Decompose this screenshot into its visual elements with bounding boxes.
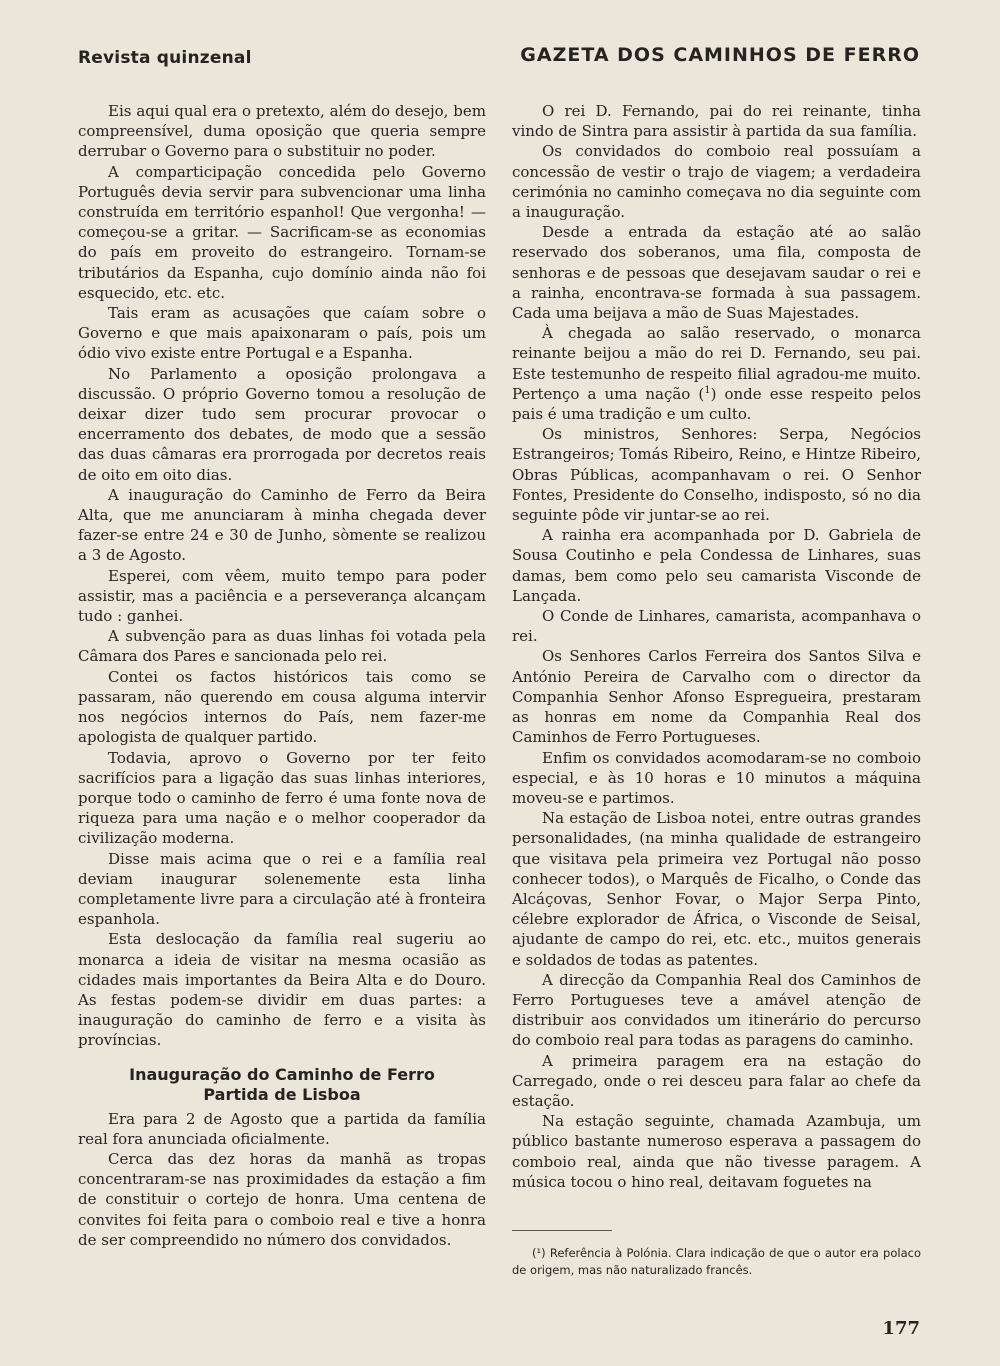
header-left: Revista quinzenal (78, 48, 252, 68)
paragraph: Tais eram as acusações que caíam sobre o Governo e que mais apaixonaram o país, pois um ódio vivo existe entre Portugal e a Espanha. (78, 304, 486, 363)
paragraph: Os convidados do comboio real possuíam a concessão de vestir o trajo de viagem; a verdadeira cerimónia no caminho começava no dia seguinte com a inauguração. (512, 142, 921, 222)
paragraph: Esperei, com vêem, muito tempo para poder assistir, mas a paciência e a perseverança alcançam tudo : ganhei. (78, 566, 486, 626)
header-right: GAZETA DOS CAMINHOS DE FERRO (520, 44, 920, 66)
paragraph: Esta deslocação da família real sugeriu ao monarca a ideia de visitar na mesma ocasião as cidades mais importantes da Beira Alta e do Douro. As festas podem-se dividir em duas partes: a inauguração do caminho de ferro e a visita às províncias. (78, 930, 486, 1050)
paragraph: A comparticipação concedida pelo Governo Português devia servir para subvencionar uma linha construída em território espanhol! Que vergonha! — começou-se a gritar. — Sacrificam-se as economias do país em proveito do estrangeiro. Tornam-se tributários da Espanha, cujo domínio ainda não foi esquecido, etc. etc. (78, 162, 486, 302)
paragraph-text: À chegada ao salão reservado, o monarca reinante beijou a mão do rei D. Fernando, seu pai. Este testemunho de respeito filial agradou-me muito. Pertenço a uma nação ( (512, 324, 921, 403)
paragraph: Na estação de Lisboa notei, entre outras grandes personalidades, (na minha qualidade de estrangeiro que visitava pela primeira vez Portugal não posso conhecer todos), o Marquês de Ficalho, o Conde das Alcáçovas, Senhor Fovar, o Major Serpa Pinto, célebre explorador de África, o Visconde de Seisal, ajudante de campo do rei, etc. etc., muitos generais e soldados de todas as patentes. (512, 809, 921, 969)
paragraph (512, 323, 921, 424)
paragraph: A subvenção para as duas linhas foi votada pela Câmara dos Pares e sancionada pelo rei. (78, 627, 486, 666)
subheading-line-2: Partida de Lisboa (203, 1084, 361, 1104)
subheading-line-1: Inauguração do Caminho de Ferro (129, 1064, 435, 1084)
paragraph: Os Senhores Carlos Ferreira dos Santos Silva e António Pereira de Carvalho com o director da Companhia Senhor Afonso Espregueira, prestaram as honras em nome da Companhia Real dos Caminhos de Ferro Portugueses. (512, 647, 921, 747)
section-subheading (78, 1065, 486, 1105)
paragraph: Desde a entrada da estação até ao salão reservado dos soberanos, uma fila, composta de senhoras e de pessoas que desejavam saudar o rei e a rainha, encontrava-se formada à sua passagem. Cada uma beijava a mão de Suas Majestades. (512, 223, 921, 323)
paragraph: No Parlamento a oposição prolongava a discussão. O próprio Governo tomou a resolução de deixar dizer tudo sem procurar provocar o encerramento dos debates, de modo que a sessão das duas câmaras era prorrogada por decretos reais de oito em oito dias. (78, 364, 486, 484)
footnote-mark: (¹) (532, 1246, 546, 1260)
paragraph: Cerca das dez horas da manhã as tropas concentraram-se nas proximidades da estação a fim de constituir o cortejo de honra. Uma centena de convites foi feita para o comboio real e tive a honra de ser compreendido no número dos convidados. (78, 1149, 486, 1249)
footnote-text: Referência à Polónia. Clara indicação de que o autor era polaco de origem, mas não naturalizado francês. (512, 1246, 921, 1277)
paragraph-text: ) onde esse respeito pelos pais é uma tradição e um culto. (512, 384, 921, 424)
paragraph: Os ministros, Senhores: Serpa, Negócios Estrangeiros; Tomás Ribeiro, Reino, e Hintze Ribeiro, Obras Públicas, acompanhavam o rei. O Senhor Fontes, Presidente do Conselho, indisposto, só no dia seguinte pôde vir juntar-se ao rei. (512, 425, 921, 525)
paragraph: Todavia, aprovo o Governo por ter feito sacrifícios para a ligação das suas linhas interiores, porque todo o caminho de ferro é uma fonte nova de riqueza para uma nação e o melhor cooperador da civilização moderna. (78, 748, 486, 848)
paragraph: O Conde de Linhares, camarista, acompanhava o rei. (512, 607, 921, 646)
paragraph: Enfim os convidados acomodaram-se no comboio especial, e às 10 horas e 10 minutos a máquina moveu-se e partimos. (512, 748, 921, 807)
left-column (78, 101, 486, 1250)
running-header (78, 42, 920, 72)
paragraph: Contei os factos históricos tais como se passaram, não querendo em cousa alguma intervir nos negócios internos do País, nem fazer-me apologista de qualquer partido. (78, 667, 486, 747)
paragraph: Eis aqui qual era o pretexto, além do desejo, bem compreensível, duma oposição que queria sempre derrubar o Governo para o substituir no poder. (78, 102, 486, 161)
footnote-divider (512, 1230, 612, 1231)
paragraph: Era para 2 de Agosto que a partida da família real fora anunciada oficialmente. (78, 1109, 486, 1148)
paragraph: A primeira paragem era na estação do Carregado, onde o rei desceu para falar ao chefe da estação. (512, 1051, 921, 1110)
footnote-reference: 1 (704, 384, 711, 396)
paragraph: O rei D. Fernando, pai do rei reinante, tinha vindo de Sintra para assistir à partida da sua família. (512, 102, 921, 141)
paragraph: A direcção da Companhia Real dos Caminhos de Ferro Portugueses teve a amável atenção de distribuir aos convidados um itinerário do percurso do comboio real para todas as paragens do caminho. (512, 970, 921, 1050)
right-column (512, 101, 921, 1192)
footnote (512, 1245, 921, 1279)
paragraph: A rainha era acompanhada por D. Gabriela de Sousa Coutinho e pela Condessa de Linhares, suas damas, bem como pelo seu camarista Visconde de Lançada. (512, 526, 921, 605)
page-number: 177 (882, 1318, 920, 1339)
paragraph: Na estação seguinte, chamada Azambuja, um público bastante numeroso esperava a passagem do comboio real, ainda que não tivesse paragem. A música tocou o hino real, deitavam foguetes na (512, 1112, 921, 1191)
paragraph: A inauguração do Caminho de Ferro da Beira Alta, que me anunciaram à minha chegada dever fazer-se entre 24 e 30 de Junho, sòmente se realizou a 3 de Agosto. (78, 485, 486, 565)
paragraph: Disse mais acima que o rei e a família real deviam inaugurar solenemente esta linha completamente livre para a circulação até à fronteira espanhola. (78, 849, 486, 929)
